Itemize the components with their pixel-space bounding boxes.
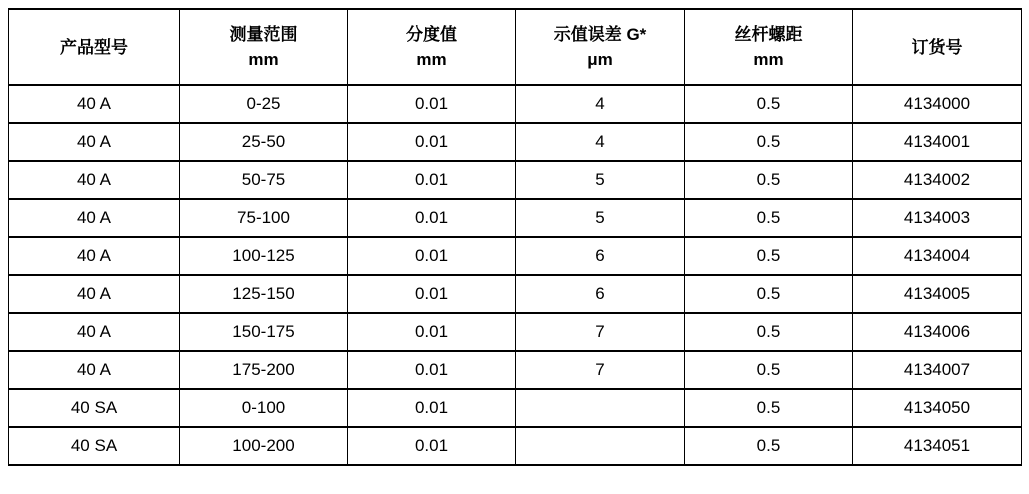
cell-measuring-range: 125-150 (180, 275, 348, 313)
cell-product-model: 40 A (9, 85, 180, 123)
cell-indication-error (516, 427, 685, 465)
cell-screw-pitch: 0.5 (685, 237, 853, 275)
cell-indication-error: 5 (516, 161, 685, 199)
cell-graduation: 0.01 (348, 199, 516, 237)
table-row (9, 313, 1022, 351)
cell-product-model: 40 A (9, 313, 180, 351)
cell-measuring-range: 50-75 (180, 161, 348, 199)
cell-screw-pitch: 0.5 (685, 161, 853, 199)
cell-product-model: 40 SA (9, 427, 180, 465)
cell-indication-error: 6 (516, 275, 685, 313)
cell-product-model: 40 A (9, 237, 180, 275)
column-label: 示值误差 G* (553, 25, 647, 44)
cell-indication-error: 4 (516, 85, 685, 123)
column-header-screw-pitch (685, 9, 853, 85)
column-header-order-number (853, 9, 1022, 85)
cell-graduation: 0.01 (348, 237, 516, 275)
cell-measuring-range: 100-200 (180, 427, 348, 465)
column-label: 丝杆螺距 (734, 25, 803, 44)
table-row (9, 275, 1022, 313)
cell-product-model: 40 A (9, 275, 180, 313)
column-unit: mm (416, 50, 447, 69)
cell-measuring-range: 175-200 (180, 351, 348, 389)
column-label: 分度值 (406, 25, 457, 44)
cell-measuring-range: 0-25 (180, 85, 348, 123)
cell-screw-pitch: 0.5 (685, 313, 853, 351)
cell-order-number: 4134002 (853, 161, 1022, 199)
cell-screw-pitch: 0.5 (685, 389, 853, 427)
column-header-measuring-range (180, 9, 348, 85)
cell-order-number: 4134007 (853, 351, 1022, 389)
cell-measuring-range: 75-100 (180, 199, 348, 237)
cell-measuring-range: 100-125 (180, 237, 348, 275)
column-label: 产品型号 (60, 37, 128, 57)
cell-indication-error (516, 389, 685, 427)
column-label: 订货号 (911, 37, 963, 57)
cell-indication-error: 4 (516, 123, 685, 161)
column-unit: mm (753, 50, 784, 69)
column-header-graduation (348, 9, 516, 85)
cell-product-model: 40 A (9, 123, 180, 161)
cell-graduation: 0.01 (348, 85, 516, 123)
cell-product-model: 40 A (9, 199, 180, 237)
cell-graduation: 0.01 (348, 351, 516, 389)
cell-indication-error: 7 (516, 313, 685, 351)
column-header-indication-error (516, 9, 685, 85)
cell-indication-error: 7 (516, 351, 685, 389)
cell-product-model: 40 SA (9, 389, 180, 427)
table-row (9, 427, 1022, 465)
cell-indication-error: 5 (516, 199, 685, 237)
table-row (9, 199, 1022, 237)
cell-order-number: 4134005 (853, 275, 1022, 313)
table-row (9, 123, 1022, 161)
table-row (9, 237, 1022, 275)
table-row (9, 85, 1022, 123)
cell-graduation: 0.01 (348, 161, 516, 199)
cell-screw-pitch: 0.5 (685, 275, 853, 313)
cell-order-number: 4134050 (853, 389, 1022, 427)
cell-product-model: 40 A (9, 161, 180, 199)
cell-screw-pitch: 0.5 (685, 123, 853, 161)
cell-screw-pitch: 0.5 (685, 85, 853, 123)
cell-indication-error: 6 (516, 237, 685, 275)
cell-measuring-range: 25-50 (180, 123, 348, 161)
cell-graduation: 0.01 (348, 123, 516, 161)
column-label: 测量范围 (229, 25, 298, 44)
cell-order-number: 4134051 (853, 427, 1022, 465)
cell-order-number: 4134000 (853, 85, 1022, 123)
cell-order-number: 4134001 (853, 123, 1022, 161)
cell-order-number: 4134004 (853, 237, 1022, 275)
cell-order-number: 4134003 (853, 199, 1022, 237)
cell-graduation: 0.01 (348, 427, 516, 465)
cell-graduation: 0.01 (348, 313, 516, 351)
cell-order-number: 4134006 (853, 313, 1022, 351)
cell-screw-pitch: 0.5 (685, 199, 853, 237)
header-row (9, 9, 1022, 85)
table-row (9, 389, 1022, 427)
table-row (9, 351, 1022, 389)
cell-product-model: 40 A (9, 351, 180, 389)
column-unit: μm (587, 50, 613, 69)
cell-graduation: 0.01 (348, 389, 516, 427)
cell-measuring-range: 150-175 (180, 313, 348, 351)
column-unit: mm (248, 50, 279, 69)
table-row (9, 161, 1022, 199)
cell-screw-pitch: 0.5 (685, 427, 853, 465)
column-header-product-model (9, 9, 180, 85)
cell-measuring-range: 0-100 (180, 389, 348, 427)
product-spec-table (8, 8, 1022, 466)
cell-screw-pitch: 0.5 (685, 351, 853, 389)
cell-graduation: 0.01 (348, 275, 516, 313)
